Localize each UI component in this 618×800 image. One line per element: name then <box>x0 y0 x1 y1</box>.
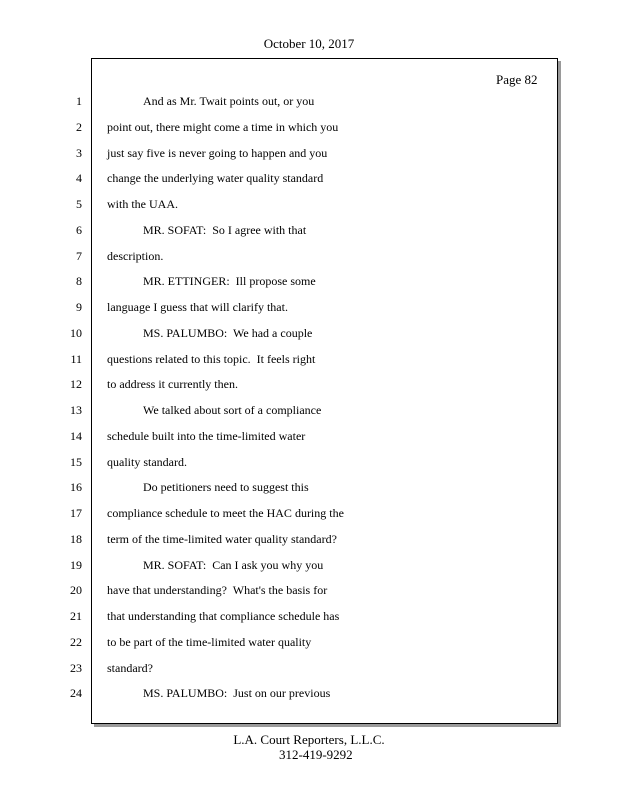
line-number: 5 <box>76 197 82 211</box>
line-number: 16 <box>70 480 82 494</box>
line-text: to address it currently then. <box>107 377 238 391</box>
line-text: MR. SOFAT: So I agree with that <box>143 223 307 237</box>
line-text: just say five is never going to happen and you <box>107 146 328 160</box>
line-number: 15 <box>70 455 82 469</box>
line-text: questions related to this topic. It feels right <box>107 352 316 366</box>
line-text: description. <box>107 249 164 263</box>
line-number: 4 <box>76 171 82 185</box>
line-text: schedule built into the time-limited water <box>107 429 306 443</box>
line-number: 8 <box>76 274 82 288</box>
line-text: quality standard. <box>107 455 187 469</box>
line-text: MS. PALUMBO: Just on our previous <box>143 686 331 700</box>
line-text: change the underlying water quality standard <box>107 171 324 185</box>
line-number: 14 <box>70 429 82 443</box>
line-text: MS. PALUMBO: We had a couple <box>143 326 313 340</box>
line-number: 20 <box>70 583 82 597</box>
line-text: MR. ETTINGER: Ill propose some <box>143 274 316 288</box>
line-text: have that understanding? What's the basis for <box>107 583 328 597</box>
line-number: 6 <box>76 223 82 237</box>
line-text: compliance schedule to meet the HAC during the <box>107 506 344 520</box>
line-number: 17 <box>70 506 82 520</box>
line-text: We talked about sort of a compliance <box>143 403 322 417</box>
line-number: 19 <box>70 558 82 572</box>
line-text: that understanding that compliance schedule has <box>107 609 340 623</box>
line-number: 12 <box>70 377 82 391</box>
line-text: to be part of the time-limited water quality <box>107 635 312 649</box>
line-number: 21 <box>70 609 82 623</box>
line-number: 11 <box>70 352 82 366</box>
reporter-company: L.A. Court Reporters, L.L.C. <box>233 732 385 747</box>
line-text: standard? <box>107 661 153 675</box>
line-number: 13 <box>70 403 82 417</box>
line-number: 23 <box>70 661 82 675</box>
line-number: 18 <box>70 532 82 546</box>
line-number: 9 <box>76 300 82 314</box>
line-text: with the UAA. <box>107 197 178 211</box>
page-number: Page 82 <box>496 72 538 87</box>
line-number: 1 <box>76 94 82 108</box>
transcript-date: October 10, 2017 <box>263 36 355 51</box>
line-text: term of the time-limited water quality standard? <box>107 532 337 546</box>
line-text: language I guess that will clarify that. <box>107 300 288 314</box>
line-number: 24 <box>70 686 82 700</box>
line-number: 3 <box>76 146 82 160</box>
line-number: 22 <box>70 635 82 649</box>
line-text: And as Mr. Twait points out, or you <box>143 94 315 108</box>
line-text: point out, there might come a time in which you <box>107 120 339 134</box>
line-text: Do petitioners need to suggest this <box>143 480 309 494</box>
line-number: 7 <box>76 249 82 263</box>
line-number: 2 <box>76 120 82 134</box>
reporter-phone: 312-419-9292 <box>279 747 353 762</box>
line-text: MR. SOFAT: Can I ask you why you <box>143 558 324 572</box>
line-number: 10 <box>70 326 82 340</box>
